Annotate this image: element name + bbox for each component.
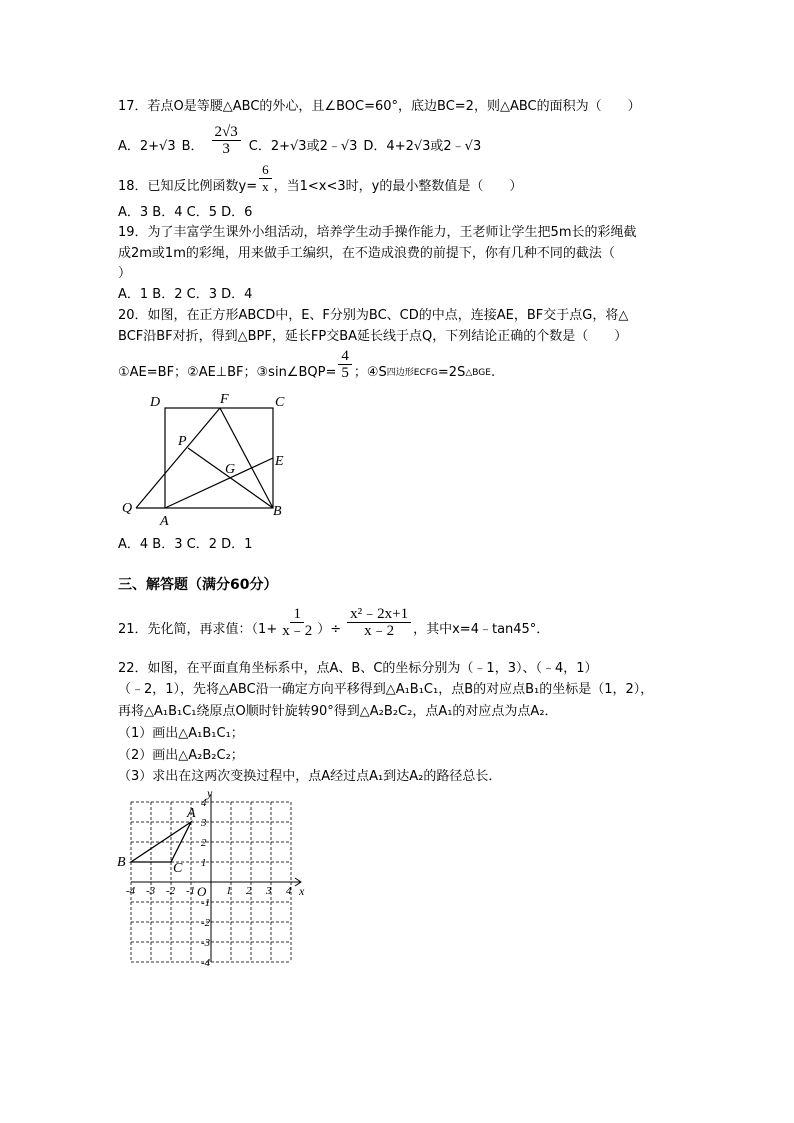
q22-part3: （3）求出在这两次变换过程中，点A经过点A₁到达A₂的路径总长． bbox=[118, 769, 502, 784]
q21-fraction-2 bbox=[347, 606, 411, 639]
q18-stem-pre: 18．已知反比例函数y= bbox=[118, 179, 258, 194]
x-tick-label: -1 bbox=[186, 885, 196, 897]
point-label-c: C bbox=[173, 861, 183, 876]
fraction-denominator: 3 bbox=[222, 141, 230, 157]
fraction-numerator: 4 bbox=[338, 348, 352, 365]
q18-stem-post: ，当1<x<3时，y的最小整数值是（ ） bbox=[273, 179, 523, 194]
line-ae bbox=[165, 458, 273, 508]
x-tick-label: -3 bbox=[146, 885, 156, 897]
q20-conclusion-text: =2S bbox=[437, 365, 466, 380]
q17-option-b-label: B． bbox=[181, 139, 204, 154]
q22-part2: （2）画出△A₂B₂C₂； bbox=[118, 748, 244, 763]
q19-line2: 成2m或1m的彩绳，用来做手工编织，在不造成浪费的前提下，你有几种不同的截法（ bbox=[118, 246, 615, 261]
x-tick-label: 2 bbox=[246, 885, 252, 897]
q21-text: ，其中x=4﹣tan45°． bbox=[413, 622, 550, 637]
fraction-denominator: x bbox=[262, 179, 269, 194]
y-axis-label: y bbox=[207, 790, 213, 800]
q17-option-d: D．4+2√3或2﹣√3 bbox=[363, 139, 482, 154]
q18-options: A．3 B．4 C．5 D．6 bbox=[118, 205, 253, 220]
y-tick-label: -3 bbox=[201, 937, 211, 949]
q19-options: A．1 B．2 C．3 D．4 bbox=[118, 287, 253, 302]
label-f: F bbox=[220, 392, 229, 407]
x-tick-label: -4 bbox=[126, 885, 136, 897]
x-tick-label: -2 bbox=[166, 885, 176, 897]
label-a: A bbox=[160, 514, 169, 529]
q21-expression bbox=[118, 606, 549, 639]
fraction-numerator: 2√3 bbox=[212, 124, 241, 141]
x-tick-label: 3 bbox=[266, 885, 272, 897]
fraction-denominator: 5 bbox=[341, 365, 349, 381]
origin-label: O bbox=[197, 884, 207, 899]
fraction-denominator: x﹣2 bbox=[364, 623, 395, 639]
q21-fraction-1 bbox=[279, 606, 315, 639]
q20-line1: 20．如图，在正方形ABCD中，E、F分别为BC、CD的中点，连接AE，BF交于点G，将△ bbox=[118, 308, 629, 323]
q18-stem bbox=[118, 162, 522, 195]
q20-conclusion-text: ①AE=BF；②AE⊥BF；③sin∠BQP= bbox=[118, 365, 337, 380]
point-label-a: A bbox=[187, 806, 196, 821]
label-c: C bbox=[275, 395, 285, 410]
q19-line3: ） bbox=[118, 266, 132, 281]
q19-line1: 19．为了丰富学生课外小组活动，培养学生动手操作能力，王老师让学生把5m长的彩绳截 bbox=[118, 225, 637, 240]
q17-options bbox=[118, 124, 481, 157]
label-e: E bbox=[275, 454, 284, 469]
x-tick-label: 4 bbox=[286, 885, 292, 897]
q17-option-c: C．2+√3或2﹣√3 bbox=[248, 139, 358, 154]
q17-option-b-fraction bbox=[212, 124, 241, 157]
label-q: Q bbox=[122, 501, 133, 516]
y-tick-label: -1 bbox=[201, 897, 211, 909]
fraction-numerator: 1 bbox=[290, 606, 304, 623]
label-d: D bbox=[150, 395, 161, 410]
fraction-numerator: x²﹣2x+1 bbox=[347, 606, 411, 623]
x-axis-label: x bbox=[299, 884, 305, 898]
q20-fraction bbox=[338, 348, 352, 381]
q22-coordinate-grid bbox=[110, 790, 310, 970]
y-tick-label: 1 bbox=[201, 857, 207, 869]
point-label-b: B bbox=[117, 855, 126, 870]
q20-options: A．4 B．3 C．2 D．1 bbox=[118, 537, 253, 552]
q20-square-figure bbox=[110, 385, 300, 535]
q21-text: ）÷ bbox=[317, 622, 342, 637]
label-p: P bbox=[178, 434, 187, 449]
q17-stem: 17．若点O是等腰△ABC的外心，且∠BOC=60°，底边BC=2，则△ABC的面积为（ ） bbox=[118, 99, 641, 114]
section-title: 三、解答题（满分60分） bbox=[118, 577, 278, 593]
q18-fraction bbox=[259, 162, 272, 195]
subscript: 四边形ECFG bbox=[386, 368, 438, 378]
q17-option-a: A．2+√3 bbox=[118, 139, 176, 154]
y-tick-label: 4 bbox=[201, 797, 207, 809]
q22-line3: 再将△A₁B₁C₁绕原点O顺时针旋转90°得到△A₂B₂C₂，点A₁的对应点为点A₂． bbox=[118, 704, 558, 719]
q21-text: 21．先化简，再求值：（1+ bbox=[118, 622, 278, 637]
x-tick-label: 1 bbox=[226, 885, 232, 897]
q22-part1: （1）画出△A₁B₁C₁； bbox=[118, 726, 244, 741]
label-b: B bbox=[273, 504, 282, 519]
line-fb bbox=[220, 408, 273, 508]
fraction-numerator: 6 bbox=[259, 162, 272, 179]
q20-conclusion-text: ；④S bbox=[353, 365, 387, 380]
y-tick-label: 2 bbox=[201, 837, 207, 849]
q20-line2: BCF沿BF对折，得到△BPF，延长FP交BA延长线于点Q，下列结论正确的个数是（ ） bbox=[118, 329, 628, 344]
q20-conclusion-text: . bbox=[490, 365, 496, 380]
q20-conclusions bbox=[118, 348, 495, 381]
y-tick-label: -4 bbox=[201, 957, 211, 969]
y-tick-label: 3 bbox=[201, 817, 207, 829]
line-qf bbox=[136, 408, 220, 508]
q22-line2: （﹣2，1），先将△ABC沿一确定方向平移得到△A₁B₁C₁，点B的对应点B₁的坐标是（1，2）， bbox=[118, 682, 654, 697]
square-abcd bbox=[165, 408, 273, 508]
fraction-denominator: x﹣2 bbox=[282, 623, 313, 639]
q22-line1: 22．如图，在平面直角坐标系中，点A、B、C的坐标分别为（﹣1，3）、（﹣4，1） bbox=[118, 661, 598, 676]
subscript: △BGE bbox=[465, 368, 491, 378]
label-g: G bbox=[225, 462, 236, 477]
y-tick-label: -2 bbox=[201, 917, 211, 929]
